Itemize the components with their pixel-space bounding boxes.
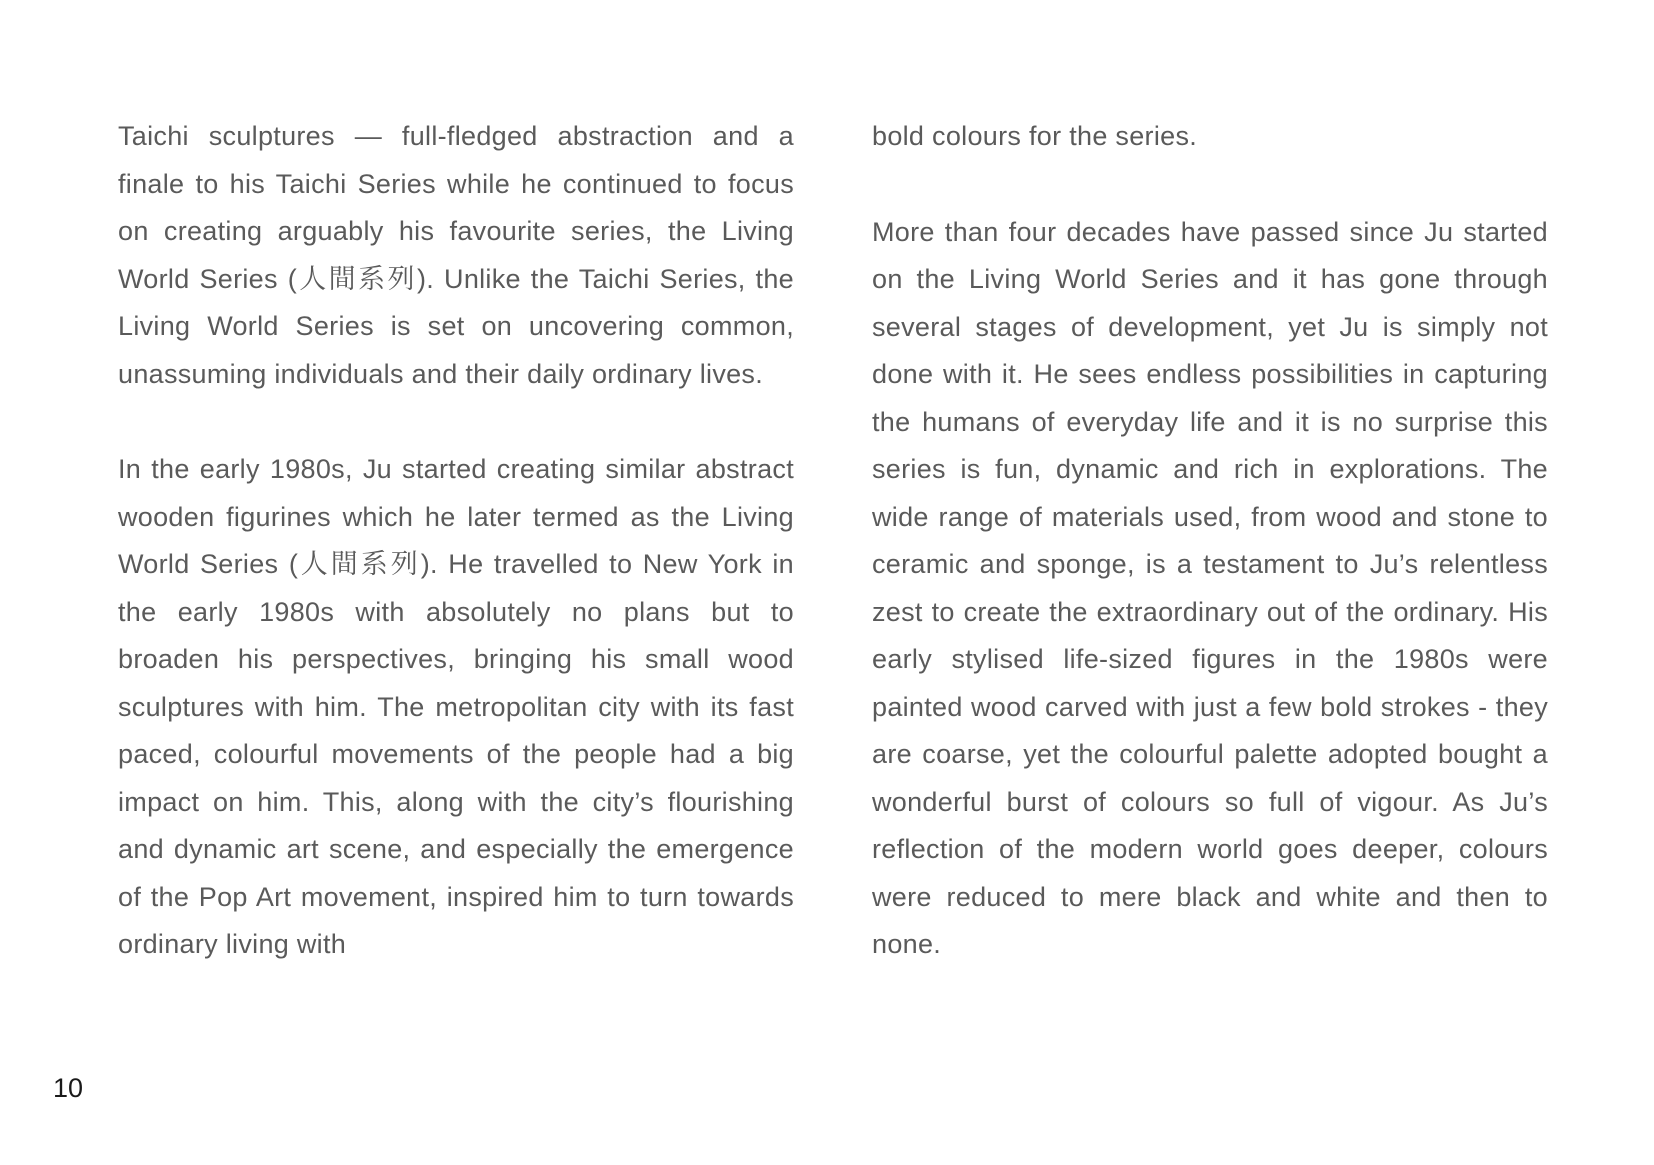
body-paragraph: More than four decades have passed since Ju started on the Living World Series and it has gone through several stages of development, yet Ju is simply not done with it. He sees endless possibilities in capturing the humans of everyday life and it is no surprise this series is fun, dynamic and rich in explorations. The wide range of materials used, from wood and stone to ceramic and sponge, is a testament to Ju’s relentless zest to create the extraordinary out of the ordinary. His early stylised life-sized figures in the 1980s were painted wood carved with just a few bold strokes - they are coarse, yet the colourful palette adopted bought a wonderful burst of colours so full of vigour. As Ju’s reflection of the modern world goes deeper, colours were reduced to mere black and white and then to none.	[872, 216, 1548, 959]
body-paragraph: bold colours for the series.	[872, 121, 1198, 151]
body-paragraph: In the early 1980s, Ju started creating similar abstract wooden figurines which he later termed as the Living World Series (人間系列). He travelled to New York in the early 1980s with absolutely no plans but to broaden his perspectives, bringing his small wood sculptures with him. The metropolitan city with its fast paced, colourful movements of the people had a big impact on him. This, along with the city’s flourishing and dynamic art scene, and especially the emergence of the Pop Art movement, inspired him to turn towards ordinary living with	[118, 454, 794, 959]
body-paragraph: Taichi sculptures — full-fledged abstraction and a finale to his Taichi Series while he continued to focus on creating arguably his favourite series, the Living World Series (人間系列). Unlike the Taichi Series, the Living World Series is set on uncovering common, unassuming individuals and their daily ordinary lives.	[118, 121, 794, 389]
left-column	[118, 113, 794, 1017]
right-column	[872, 113, 1548, 1017]
page-number: 10	[53, 1073, 84, 1103]
